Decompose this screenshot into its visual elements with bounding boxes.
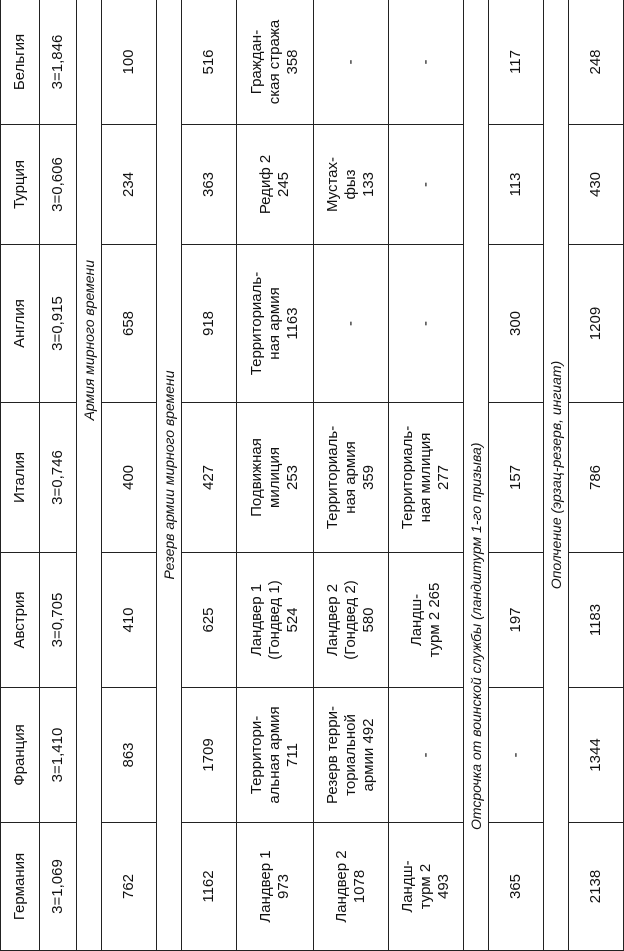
table-cell: 1209 [569,245,624,403]
section-label-peace-reserve: Резерв армии мирного времени [157,0,182,951]
table-cell: 1709 [182,688,237,823]
table-cell: - [389,688,464,823]
table-cell: 430 [569,125,624,245]
country-header: Франция [1,688,40,823]
country-header-row [1,0,40,951]
table-cell: 762 [102,823,157,951]
table-cell: Ландвер 1 (Гондвед 1) 524 [237,553,314,688]
table-cell: 157 [489,403,544,553]
section-row-militia [544,0,569,951]
table-row-militia [569,0,624,951]
table-cell: 2138 [569,823,624,951]
ratio-cell: 3=0,915 [40,245,77,403]
table-cell: - [389,245,464,403]
ratio-cell: 3=1,069 [40,823,77,951]
section-label-deferment: Отсрочка от воинской службы (ландштурм 1-го призыва) [464,0,489,951]
table-cell: 786 [569,403,624,553]
country-header: Англия [1,245,40,403]
table-cell: Мустах- фыз 133 [314,125,389,245]
table-cell: - [389,0,464,125]
table-cell: Ландвер 2 (Гондвед 2) 580 [314,553,389,688]
table-cell: Резерв терри- ториальной армии 492 [314,688,389,823]
table-row-peace-army [102,0,157,951]
ratio-cell: 3=1,846 [40,0,77,125]
table-cell: - [314,245,389,403]
table-row-deferment [489,0,544,951]
table-cell: 1183 [569,553,624,688]
table-cell: Территори- альная армия 711 [237,688,314,823]
table-cell: 197 [489,553,544,688]
table-cell: 1162 [182,823,237,951]
table-cell: Территориаль- ная армия 1163 [237,245,314,403]
table-cell: 100 [102,0,157,125]
ratio-row [40,0,77,951]
table-cell: 363 [182,125,237,245]
section-label-militia: Ополчение (эрзац-резерв, ингиат) [544,0,569,951]
table-cell: - [314,0,389,125]
table-cell: Граждан- ская стража 358 [237,0,314,125]
table-cell: Территориаль- ная милиция 277 [389,403,464,553]
table-cell: 113 [489,125,544,245]
table-row-reserve-units-1 [237,0,314,951]
section-label-peace-army: Армия мирного времени [77,0,102,951]
country-header: Турция [1,125,40,245]
table-cell: Ландш- турм 2 493 [389,823,464,951]
table-cell: Ландвер 2 1078 [314,823,389,951]
table-cell: 410 [102,553,157,688]
table-cell: 234 [102,125,157,245]
table-cell: 300 [489,245,544,403]
table-row-peace-reserve [182,0,237,951]
table-cell: - [489,688,544,823]
country-header: Бельгия [1,0,40,125]
table-cell: 427 [182,403,237,553]
section-row-deferment [464,0,489,951]
ratio-cell: 3=0,746 [40,403,77,553]
table-cell: 658 [102,245,157,403]
table-cell: Подвижная милиция 253 [237,403,314,553]
table-cell: 248 [569,0,624,125]
table-row-reserve-units-2 [314,0,389,951]
table-cell: 625 [182,553,237,688]
table-cell: Ландвер 1 973 [237,823,314,951]
country-header: Германия [1,823,40,951]
table-cell: 863 [102,688,157,823]
ratio-cell: 3=0,705 [40,553,77,688]
ratio-cell: 3=1,410 [40,688,77,823]
table-cell: 516 [182,0,237,125]
ratio-cell: 3=0,606 [40,125,77,245]
country-header: Италия [1,403,40,553]
table-cell: Ландш- турм 2 265 [389,553,464,688]
table-cell: Территориаль- ная армия 359 [314,403,389,553]
table-cell: 117 [489,0,544,125]
table-cell: 400 [102,403,157,553]
table-cell: 365 [489,823,544,951]
table-cell: 918 [182,245,237,403]
table-cell: 1344 [569,688,624,823]
table-row-reserve-units-3 [389,0,464,951]
country-header: Австрия [1,553,40,688]
table-cell: Редиф 2 245 [237,125,314,245]
table-cell: - [389,125,464,245]
section-row-peace-army [77,0,102,951]
section-row-peace-reserve [157,0,182,951]
